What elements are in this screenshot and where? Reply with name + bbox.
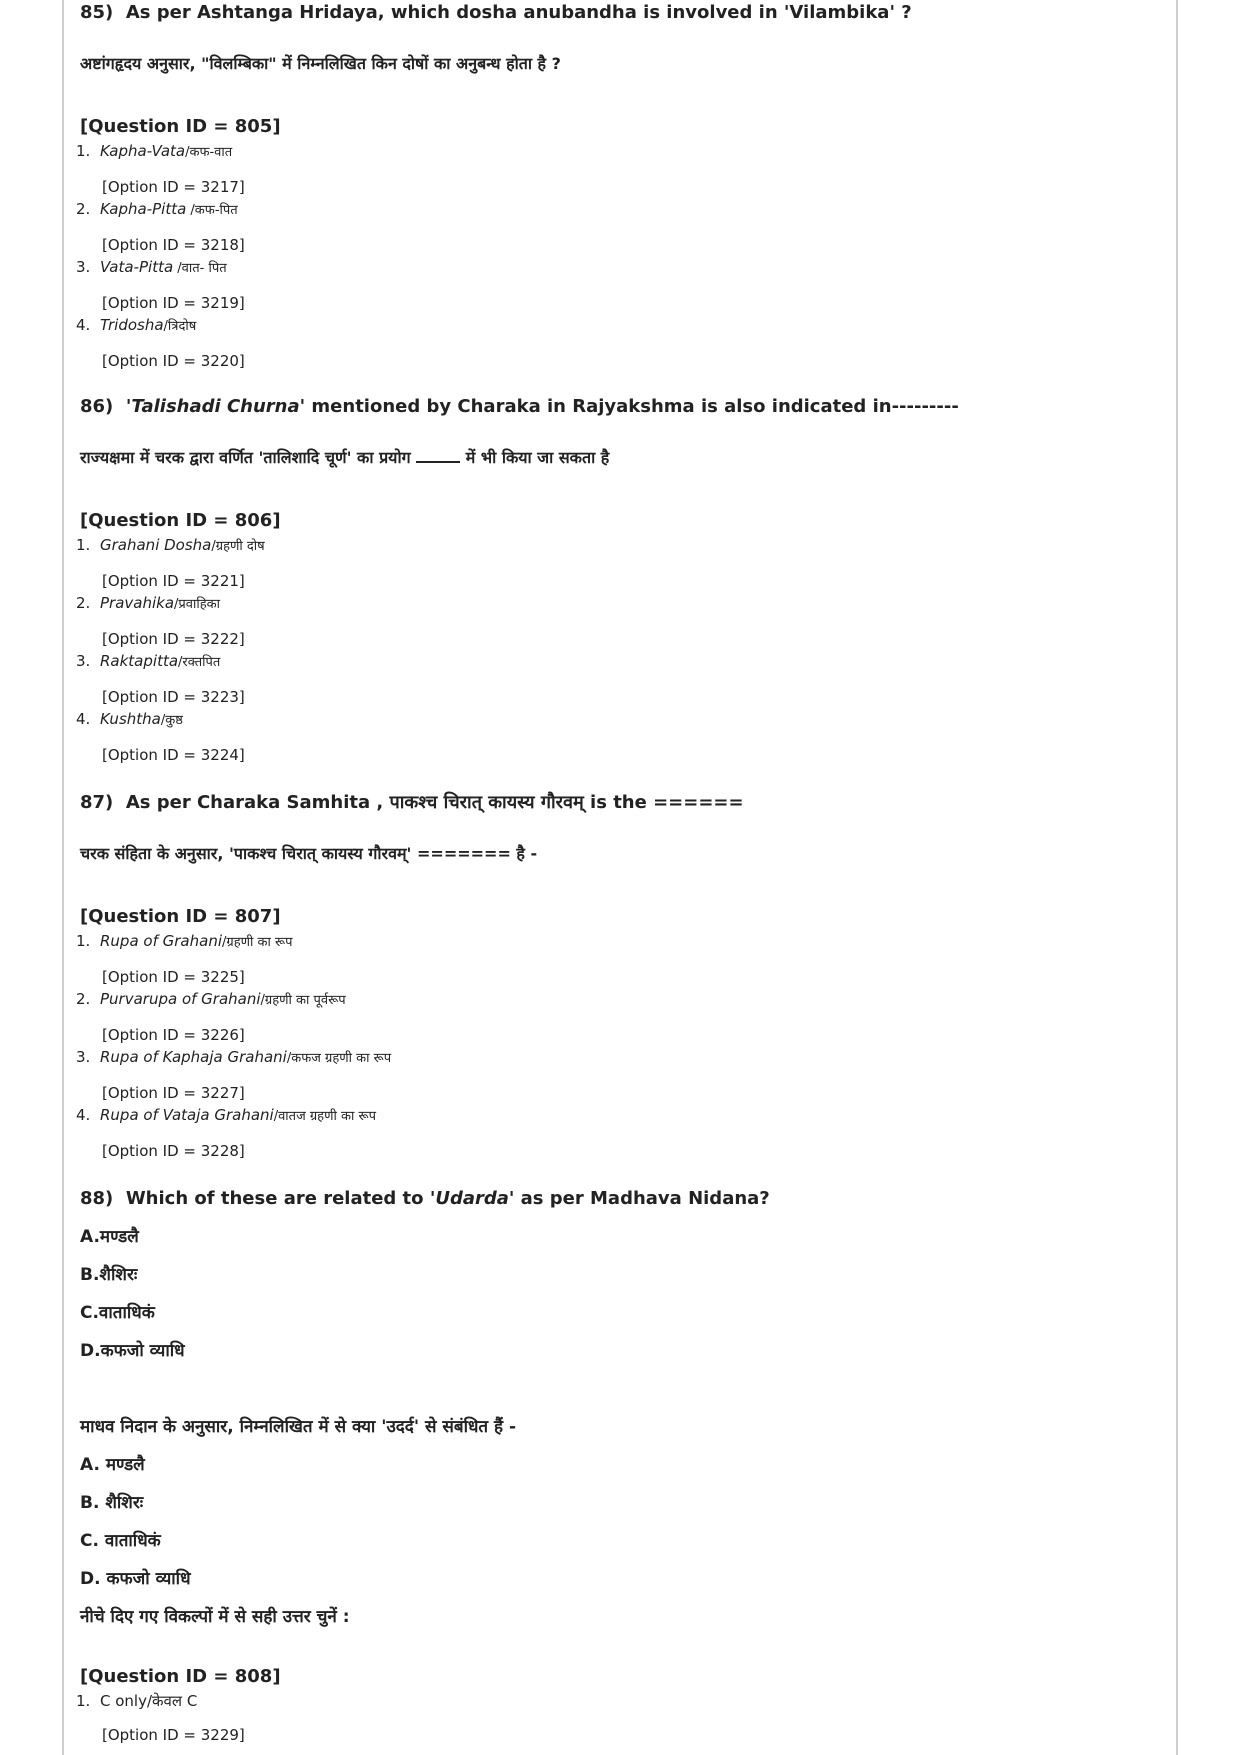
question-number: 88): [80, 1188, 114, 1209]
option-row[interactable]: 1. Kapha-Vata/कफ-वात: [76, 142, 233, 160]
option-row[interactable]: 3. Rupa of Kaphaja Grahani/कफज ग्रहणी का रूप: [76, 1048, 392, 1066]
question-86-heading: 86) 'Talishadi Churna' mentioned by Charaka in Rajyakshma is also indicated in---------: [80, 396, 959, 417]
question-87-hindi: चरक संहिता के अनुसार, 'पाकश्च चिरात् कायस्य गौरवम्' ======= है -: [80, 844, 538, 863]
question-88-options: [76, 1690, 245, 1746]
question-87-options: [76, 930, 392, 1162]
statement: D. कफजो व्याधि: [80, 1569, 191, 1589]
option-id: [Option ID = 3225]: [102, 968, 245, 986]
statement: A. मण्डलै: [80, 1455, 145, 1475]
option-id: [Option ID = 3223]: [102, 688, 245, 706]
option-row[interactable]: 3. Raktapitta/रक्तपित: [76, 652, 221, 670]
statement: C.वाताधिकं: [80, 1303, 155, 1323]
option-row[interactable]: 2. Pravahika/प्रवाहिका: [76, 594, 221, 612]
statement: A.मण्डलै: [80, 1227, 139, 1247]
question-87-heading: [80, 790, 744, 816]
question-86-id: [Question ID = 806]: [80, 510, 281, 531]
question-number: 87): [80, 792, 114, 813]
option-id: [Option ID = 3218]: [102, 236, 245, 254]
question-86-options: [76, 534, 265, 766]
option-id: [Option ID = 3226]: [102, 1026, 245, 1044]
option-row[interactable]: 4. Kushtha/कुष्ठ: [76, 710, 183, 728]
option-row[interactable]: 2. Purvarupa of Grahani/ग्रहणी का पूर्वरूप: [76, 990, 346, 1008]
option-row[interactable]: 2. Kapha-Pitta /कफ-पित: [76, 200, 238, 218]
blank-line: [416, 447, 460, 463]
question-number: 86): [80, 396, 114, 417]
question-88-id: [Question ID = 808]: [80, 1666, 281, 1687]
statement: B. शैशिरः: [80, 1493, 144, 1513]
question-85-id: [Question ID = 805]: [80, 116, 281, 137]
question-87-id: [Question ID = 807]: [80, 906, 281, 927]
instruction: नीचे दिए गए विकल्पों में से सही उत्तर चुनें :: [80, 1607, 350, 1627]
option-row[interactable]: 4. Rupa of Vataja Grahani/वातज ग्रहणी का रूप: [76, 1106, 376, 1124]
statement: B.शैशिरः: [80, 1265, 138, 1285]
statement: D.कफजो व्याधि: [80, 1341, 185, 1361]
question-number: 85): [80, 2, 114, 23]
question-86-hindi: राज्यक्षमा में चरक द्वारा वर्णित 'तालिशादि चूर्ण' का प्रयोग में भी किया जा सकता है: [80, 448, 610, 467]
question-85-heading: [80, 0, 912, 26]
option-id: [Option ID = 3227]: [102, 1084, 245, 1102]
option-id: [Option ID = 3229]: [102, 1726, 245, 1744]
option-id: [Option ID = 3220]: [102, 352, 245, 370]
option-row[interactable]: 3. Vata-Pitta /वात- पित: [76, 258, 227, 276]
option-id: [Option ID = 3224]: [102, 746, 245, 764]
option-row[interactable]: 1. C only/केवल C: [76, 1692, 198, 1710]
option-row[interactable]: 1. Grahani Dosha/ग्रहणी दोष: [76, 536, 265, 554]
question-88-heading: 88) Which of these are related to 'Udarda' as per Madhava Nidana?: [80, 1188, 770, 1209]
question-88-hindi: माधव निदान के अनुसार, निम्नलिखित में से क्या 'उदर्द' से संबंधित हैं -: [80, 1417, 517, 1437]
statement: C. वाताधिकं: [80, 1531, 161, 1551]
option-row[interactable]: 1. Rupa of Grahani/ग्रहणी का रूप: [76, 932, 293, 950]
option-row[interactable]: 4. Tridosha/त्रिदोष: [76, 316, 197, 334]
question-85-options: [76, 140, 245, 372]
option-id: [Option ID = 3222]: [102, 630, 245, 648]
option-id: [Option ID = 3228]: [102, 1142, 245, 1160]
question-text: As per Ashtanga Hridaya, which dosha anubandha is involved in 'Vilambika' ?: [125, 2, 912, 23]
option-id: [Option ID = 3217]: [102, 178, 245, 196]
option-id: [Option ID = 3221]: [102, 572, 245, 590]
question-85-hindi: अष्टांगहृदय अनुसार, "विलम्बिका" में निम्नलिखित किन दोषों का अनुबन्ध होता है ?: [80, 54, 561, 73]
question-text: As per Charaka Samhita , पाकश्च चिरात् कायस्य गौरवम् is the ======: [125, 792, 744, 813]
option-id: [Option ID = 3219]: [102, 294, 245, 312]
